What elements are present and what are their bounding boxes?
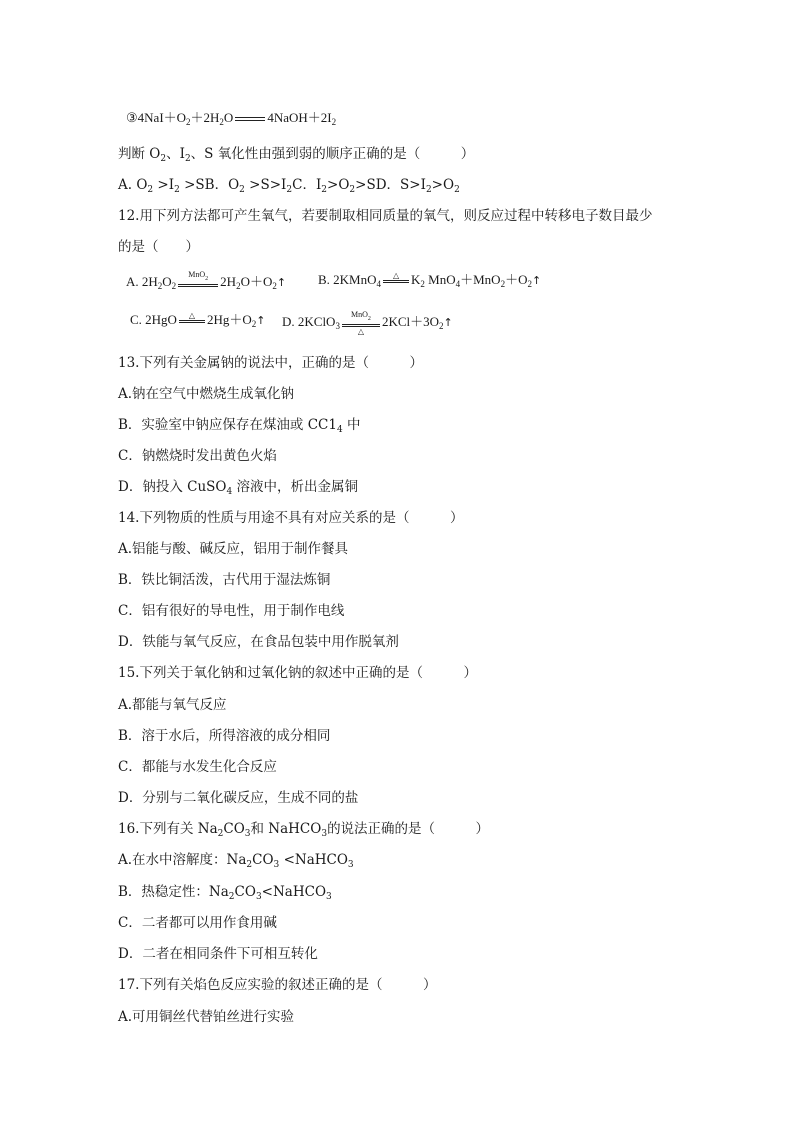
question-17: 17.下列有关焰色反应实验的叙述正确的是（ ） — [118, 977, 437, 993]
question-15: 15.下列关于氧化钠和过氧化钠的叙述中正确的是（ ） — [118, 665, 477, 681]
question-14-option-b: B．铁比铜活泼，古代用于湿法炼铜 — [118, 572, 331, 588]
question-16-option-b: B．热稳定性：$Na_2CO_3<NaHCO_3$ — [118, 884, 332, 902]
question-14-option-d: D．铁能与氧气反应，在食品包装中用作脱氧剂 — [118, 634, 399, 650]
equation-c: C. 2HgO △ $2Hg+O_2↑$ — [130, 310, 265, 334]
question-13: 13.下列有关金属钠的说法中，正确的是（ ） — [118, 355, 423, 371]
question-14-option-a: A.铝能与酸、碱反应，铝用于制作餐具 — [118, 541, 349, 557]
question-16-option-c: C．二者都可以用作食用碱 — [118, 915, 277, 931]
gas-arrow-icon: ↑ — [256, 314, 266, 327]
question-12-line-1: 12.用下列方法都可产生氧气，若要制取相同质量的氧气，则反应过程中转移电子数目最少 — [118, 208, 653, 224]
question-16: 16.下列有关 $Na_2CO_3$和 NaHCO$_3$的说法正确的是（ ） — [118, 821, 490, 839]
question-12-line-2: 的是（ ） — [118, 239, 199, 255]
reaction-condition-a: MnO$_2$ — [178, 270, 218, 296]
question-13-option-c: C．钠燃烧时发出黄色火焰 — [118, 448, 277, 464]
reaction-condition-c: △ — [179, 311, 205, 332]
equation-d: D. 2KClO$_3$ MnO$_2$ △ $2KCl+3O_2↑$ — [282, 310, 453, 336]
question-16-option-d: D．二者在相同条件下可相互转化 — [118, 946, 318, 962]
question-17-option-a: A.可用铜丝代替铂丝进行实验 — [118, 1009, 295, 1025]
question-16-option-a: A.在水中溶解度：$Na_2CO_3$ <NaHCO$_3$ — [118, 852, 354, 870]
question-14: 14.下列物质的性质与用途不具有对应关系的是（ ） — [118, 510, 464, 526]
question-15-option-a: A.都能与氧气反应 — [118, 697, 227, 713]
question-stem: 判断 $O_2$、$I_2$、S 氧化性由强到弱的顺序正确的是（ ） — [118, 146, 475, 164]
question-13-option-a: A.钠在空气中燃烧生成氧化钠 — [118, 386, 295, 402]
equation-b: B. 2KMnO$_4$ △ $K_2$ $MnO_4+MnO_2+O_2↑$ — [318, 270, 541, 294]
question-15-option-d: D．分别与二氧化碳反应，生成不同的盐 — [118, 790, 359, 806]
equals-sign — [235, 117, 265, 121]
question-13-option-b: B．实验室中钠应保存在煤油或 $CC1_4$ 中 — [118, 417, 361, 435]
gas-arrow-icon: ↑ — [531, 274, 542, 287]
question-15-option-b: B．溶于水后，所得溶液的成分相同 — [118, 728, 331, 744]
gas-arrow-icon: ↑ — [276, 275, 287, 289]
equation-3: $③4NaI+O_2+2H_2O$ $4NaOH+2I_2$ — [126, 110, 337, 127]
reaction-condition-b: △ — [383, 271, 409, 292]
reaction-condition-d: MnO$_2$ △ — [342, 310, 380, 336]
question-13-option-d: D．钠投入 CuSO$_4$ 溶液中，析出金属铜 — [118, 479, 358, 497]
equation-a: A. $2H_2O_2$ MnO$_2$ $2H_2O+O_2↑$ — [126, 270, 286, 296]
question-14-option-c: C．铝有很好的导电性，用于制作电线 — [118, 603, 345, 619]
gas-arrow-icon: ↑ — [443, 315, 453, 329]
question-15-option-c: C．都能与水发生化合反应 — [118, 759, 277, 775]
question-options: A. $O_2 >I_2 >SB$．$O_2 >S>I_2C$．$I_2>O_2>SD$．$S>I_2>O_2$ — [118, 177, 460, 195]
